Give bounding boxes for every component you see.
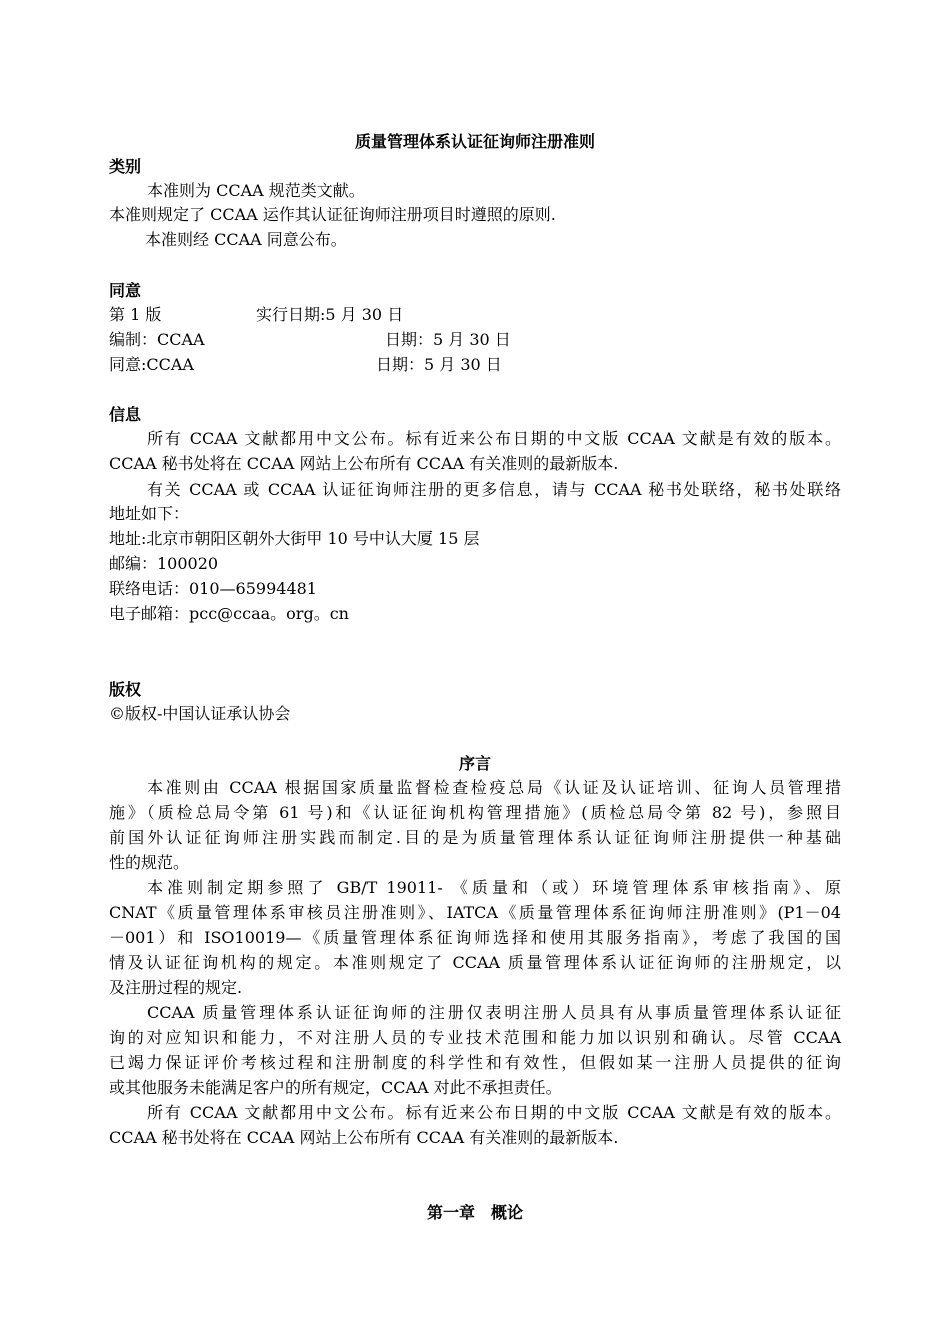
preface-line: －001）和 ISO10019—《质量管理体系征询师选择和使用其服务指南》，考虑了我国的国 [109,928,841,947]
preface-line: 施》（质检总局令第 61 号)和《认证征询机构管理措施》(质检总局令第 82 号)，参照目 [109,803,841,822]
info-line: CCAA 秘书处将在 CCAA 网站上公布所有 CCAA 有关准则的最新版本. [109,454,619,473]
approval-edition: 第 1 版 [109,305,162,324]
preface-line: CCAA 秘书处将在 CCAA 网站上公布所有 CCAA 有关准则的最新版本. [109,1128,619,1147]
approval-approved-date: 日期：5 月 30 日 [376,355,502,374]
preface-line: 情及认证征询机构的规定。本准则规定了 CCAA 质量管理体系认证征询师的注册规定，以 [109,953,841,972]
preface-line: 性的规范。 [109,853,190,872]
approval-prepared-date: 日期：5 月 30 日 [385,330,511,349]
copyright-heading: 版权 [109,680,142,699]
preface-line: 前国外认证征询师注册实践而制定.目的是为质量管理体系认证征询师注册提供一种基础 [109,828,841,847]
info-phone: 联络电话：010—65994481 [109,579,317,598]
preface-heading: 序言 [458,754,491,773]
info-line: 地址如下： [109,504,190,523]
preface-line: 已竭力保证评价考核过程和注册制度的科学性和有效性，但假如某一注册人员提供的征询 [109,1053,841,1072]
info-line: 有关 CCAA 或 CCAA 认证征询师注册的更多信息，请与 CCAA 秘书处联络，秘书处联络 [147,480,841,499]
preface-line: 或其他服务未能满足客户的所有规定，CCAA 对此不承担责任。 [109,1078,562,1097]
chapter-heading: 第一章 概论 [426,1203,523,1222]
preface-line: 及注册过程的规定. [109,978,243,997]
preface-line: 所有 CCAA 文献都用中文公布。标有近来公布日期的中文版 CCAA 文献是有效的版本。 [147,1103,841,1122]
preface-line: 本准则制定期参照了 GB/T 19011- 《质量和（或）环境管理体系审核指南》、原 [147,878,841,897]
approval-effective-date: 实行日期:5 月 30 日 [256,305,404,324]
preface-line: 本准则由 CCAA 根据国家质量监督检查检疫总局《认证及认证培训、征询人员管理措 [147,778,841,797]
info-heading: 信息 [109,405,142,424]
category-line: 本准则规定了 CCAA 运作其认证征询师注册项目时遵照的原则. [109,205,556,224]
info-address: 地址:北京市朝阳区朝外大街甲 10 号中认大厦 15 层 [109,529,480,548]
info-email: 电子邮箱：pcc@ccaa。org。cn [109,604,349,623]
category-heading: 类别 [109,157,142,176]
approval-prepared-by: 编制：CCAA [109,330,205,349]
document-title: 质量管理体系认证征询师注册准则 [354,132,595,151]
category-line: 本准则经 CCAA 同意公布。 [145,230,347,249]
info-postcode: 邮编：100020 [109,554,219,573]
info-line: 所有 CCAA 文献都用中文公布。标有近来公布日期的中文版 CCAA 文献是有效的版本。 [147,429,841,448]
copyright-line: ©版权-中国认证承认协会 [109,704,291,723]
approval-approved-by: 同意:CCAA [109,355,194,374]
category-line: 本准则为 CCAA 规范类文献。 [147,181,365,200]
preface-line: 询的对应知识和能力，不对注册人员的专业技术范围和能力加以识别和确认。尽管 CCAA [109,1028,841,1047]
approval-heading: 同意 [109,281,142,300]
preface-line: CCAA 质量管理体系认证征询师的注册仅表明注册人员具有从事质量管理体系认证征 [147,1003,841,1022]
preface-line: CNAT《质量管理体系审核员注册准则》、IATCA《质量管理体系征询师注册准则》(P1－04 [109,903,841,922]
